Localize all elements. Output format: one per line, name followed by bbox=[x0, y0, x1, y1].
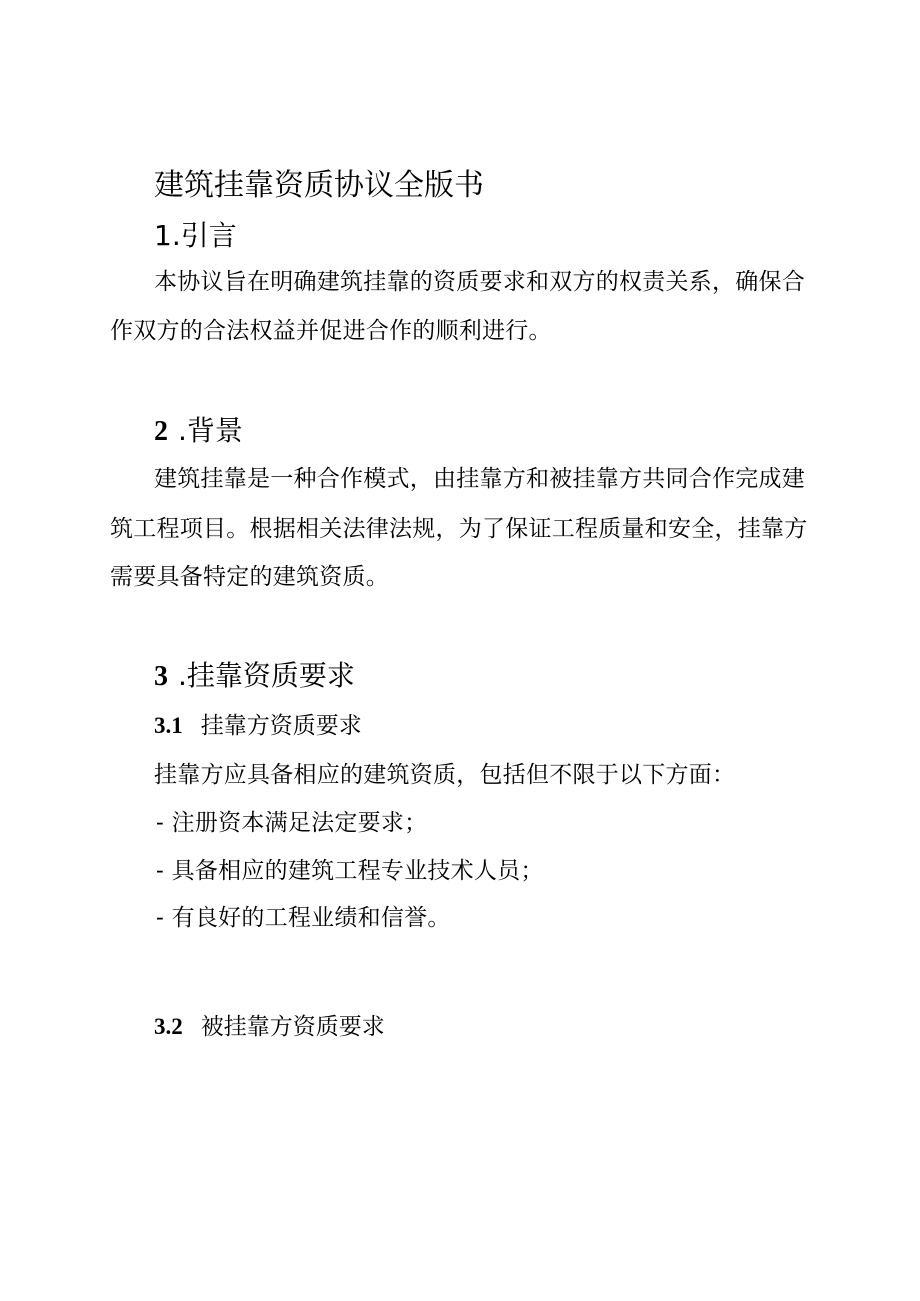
section-2-title: .背景 bbox=[178, 414, 243, 447]
section-2-paragraph-line-1: 建筑挂靠是一种合作模式，由挂靠方和被挂靠方共同合作完成建 bbox=[154, 466, 805, 492]
section-2-heading bbox=[154, 414, 243, 447]
subsection-3-1-title: 挂靠方资质要求 bbox=[200, 713, 362, 739]
subsection-3-2-heading bbox=[154, 1015, 385, 1039]
subsection-3-1-intro: 挂靠方应具备相应的建筑资质，包括但不限于以下方面： bbox=[154, 762, 736, 788]
section-2-paragraph-line-2: 筑工程项目。根据相关法律法规，为了保证工程质量和安全，挂靠方 bbox=[110, 516, 808, 542]
section-2-number: 2 bbox=[154, 416, 168, 447]
section-2-paragraph-line-3: 需要具备特定的建筑资质。 bbox=[110, 564, 389, 590]
section-3-heading bbox=[154, 659, 355, 692]
section-1-number: 1. bbox=[154, 219, 181, 252]
section-3-title: .挂靠资质要求 bbox=[178, 659, 355, 692]
subsection-3-2-title: 被挂靠方资质要求 bbox=[200, 1014, 385, 1040]
section-1-paragraph-line-2: 作双方的合法权益并促进合作的顺利进行。 bbox=[110, 318, 552, 344]
section-1-heading bbox=[154, 219, 237, 252]
subsection-3-2-number: 3.2 bbox=[154, 1014, 183, 1039]
subsection-3-1-heading bbox=[154, 714, 362, 738]
list-item: - 有良好的工程业绩和信誉。 bbox=[156, 905, 451, 931]
section-1-paragraph-line-1: 本协议旨在明确建筑挂靠的资质要求和双方的权责关系，确保合 bbox=[154, 269, 805, 295]
section-1-title: 引言 bbox=[180, 219, 237, 252]
document-title: 建筑挂靠资质协议全版书 bbox=[154, 168, 484, 203]
section-3-number: 3 bbox=[154, 661, 168, 692]
list-item: - 具备相应的建筑工程专业技术人员； bbox=[156, 858, 544, 884]
list-item: - 注册资本满足法定要求； bbox=[156, 810, 428, 836]
subsection-3-1-number: 3.1 bbox=[154, 713, 183, 738]
